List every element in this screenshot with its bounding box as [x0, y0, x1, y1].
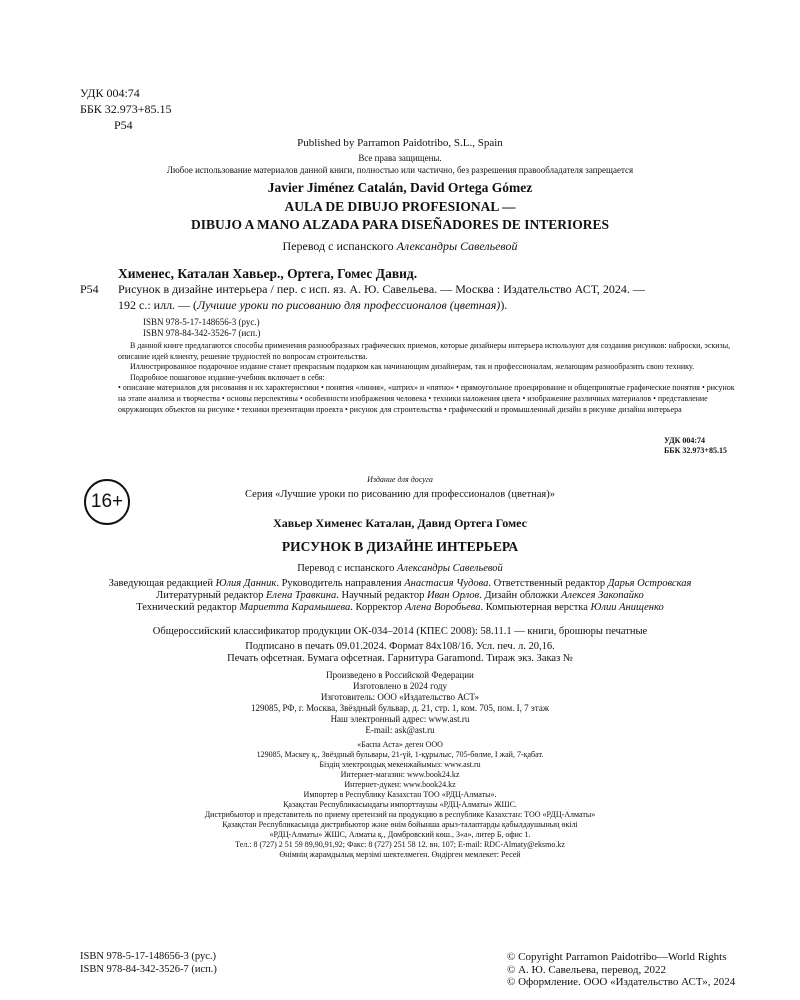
bbk-code: ББК 32.973+85.15 — [80, 102, 172, 116]
catalog-desc-2: 192 с.: илл. — (Лучшие уроки по рисованию для профессионалов (цветная)). — [118, 298, 508, 312]
ru-translation: Перевод с испанского Александры Савельевой — [297, 563, 503, 574]
footer-isbn-1: ISBN 978-5-17-148656-3 (рус.) — [80, 951, 217, 962]
kz-line-12: Өнімнің жарамдылық мерзімі шектелмеген. Өндірген мемлекет: Ресей — [279, 850, 521, 859]
print-signed: Подписано в печать 09.01.2024. Формат 84х108/16. Усл. печ. л. 20,16. — [245, 641, 555, 652]
catalog-isbn-2: ISBN 978-84-342-3526-7 (исп.) — [143, 328, 261, 338]
footer-isbn — [80, 951, 217, 976]
series-line: Серия «Лучшие уроки по рисованию для профессионалов (цветная)» — [245, 489, 555, 500]
staff-line-2: Литературный редактор Елена Травкина. Научный редактор Иван Орлов. Дизайн обложки Алексея Закопайко — [156, 590, 644, 601]
publisher-line: Published by Parramon Paidotribo, S.L., Spain — [297, 137, 503, 149]
kz-line-9: Қазақстан Республикасында дистрибьютор және өнім бойынша арыз-талаптарды қабылдаушының өкілі — [222, 820, 578, 829]
kz-line-8: Дистрибьютор и представитель по приему претензий на продукцию в республике Казахстан: ТОО «РДЦ-Алматы» — [204, 810, 596, 819]
copyright-2: © А. Ю. Савельева, перевод, 2022 — [507, 963, 666, 976]
annotation-bbk: ББК 32.973+85.15 — [664, 446, 727, 455]
okp-line: Общероссийский классификатор продукции ОК-034–2014 (КПЕС 2008): 58.11.1 — книги, брошюры печатные — [152, 626, 648, 637]
ru-title: РИСУНОК В ДИЗАЙНЕ ИНТЕРЬЕРА — [281, 539, 519, 554]
translation-line: Перевод с испанского Александры Савельевой — [282, 239, 518, 253]
production-maker: Изготовитель: ООО «Издательство АСТ» — [320, 692, 480, 702]
footer-isbn-2: ISBN 978-84-342-3526-7 (исп.) — [80, 963, 217, 975]
original-authors: Javier Jiménez Catalán, David Ortega Gómez — [267, 180, 533, 195]
catalog-mark: Р54 — [80, 282, 99, 296]
copyright-1: © Copyright Parramon Paidotribo—World Rights — [507, 951, 727, 963]
rights-line-1: Все права защищены. — [358, 153, 442, 163]
staff-line-1: Заведующая редакцией Юлия Данник. Руководитель направления Анастасия Чудова. Ответственный редактор Дарья Островская — [108, 578, 692, 589]
annotation-p1: В данной книге предлагаются способы применения разнообразных графических приемов, которые дизайнеры интерьера используют для создания рисунков: наброски, эскизы, описание идей клиенту, решение трудностей по вопросам строительства. — [118, 341, 731, 361]
annotation — [118, 341, 740, 415]
annotation-p3: Подробное пошаговое издание-учебник включает в себя: — [130, 372, 325, 382]
original-title-2: DIBUJO A MANO ALZADA PARA DISEÑADORES DE INTERIORES — [191, 217, 609, 232]
annotation-p2: Иллюстрированное подарочное издание станет прекрасным подарком как начинающим дизайнерам, так и профессионалам, желающим разнообразить свою технику. — [130, 362, 695, 372]
production-year: Изготовлено в 2024 году — [353, 681, 447, 691]
kz-line-3: Біздің электрондық мекенжайымыз: www.ast.ru — [319, 760, 481, 769]
author-mark: Р54 — [114, 118, 133, 132]
udk-code: УДК 004:74 — [80, 86, 140, 100]
catalog-heading: Хименес, Каталан Хавьер., Ортега, Гомес Давид. — [118, 266, 418, 281]
kz-line-5: Интернет-дүкен: www.book24.kz — [344, 780, 456, 789]
kz-line-11: Тел.: 8 (727) 2 51 59 89,90,91,92; Факс: 8 (727) 251 58 12. вн. 107; E-mail: RDC-Almaty@eksmo.kz — [235, 840, 565, 849]
footer-copyright — [507, 951, 735, 989]
kz-line-7: Қазақстан Республикасындағы импорттаушы «РДЦ-Алматы» ЖШС. — [283, 800, 517, 809]
kz-line-2: 129085, Мәскеу қ., Звёздный бульвары, 21-үй, 1-құрылыс, 705-бөлме, I жай, 7-қабат. — [256, 750, 544, 759]
annotation-udk: УДК 004:74 — [664, 436, 706, 445]
annotation-p4: • описание материалов для рисования и их характеристики • понятия «линия», «штрих» и «пятно» • прямоугольное проецирование и общепринятые графические понятия • рисунок на этапе анализа и творчества • основы перспективы • особенности изображения человека • техники наложения цвета • изображение различных материалов • представление окружающих объектов на рисунке • техники презентации проекта • рисунок для строительства • графический и промышленный дизайн в рисунке дизайна интерьера — [118, 383, 735, 414]
age-rating-badge: 16+ — [84, 479, 130, 525]
edition-type: Издание для досуга — [367, 475, 433, 484]
production-address: 129085, РФ, г. Москва, Звёздный бульвар, д. 21, стр. 1, ком. 705, пом. I, 7 этаж — [250, 703, 550, 713]
rights-line-2: Любое использование материалов данной книги, полностью или частично, без разрешения правообладателя запрещается — [166, 165, 634, 175]
print-offset: Печать офсетная. Бумага офсетная. Гарнитура Garamond. Тираж экз. Заказ № — [227, 653, 573, 664]
kz-line-4: Интернет-магазин: www.book24.kz — [340, 770, 460, 779]
catalog-isbn-1: ISBN 978-5-17-148656-3 (рус.) — [143, 317, 260, 327]
production-site: Наш электронный адрес: www.ast.ru — [330, 714, 470, 724]
ru-authors: Хавьер Хименес Каталан, Давид Ортега Гомес — [273, 516, 527, 530]
staff-line-3: Технический редактор Мариетта Карамышева. Корректор Алена Воробьева. Компьютерная верстка Юлии Анищенко — [136, 602, 664, 613]
kz-line-1: «Баспа Аста» деген ООО — [357, 740, 443, 749]
copyright-3: © Оформление. ООО «Издательство АСТ», 2024 — [507, 976, 736, 988]
production-country: Произведено в Российской Федерации — [326, 670, 474, 680]
production-email: E-mail: ask@ast.ru — [365, 725, 435, 735]
catalog-desc-1: Рисунок в дизайне интерьера / пер. с исп. яз. А. Ю. Савельева. — Москва : Издательство АСТ, 2024. — — [118, 282, 645, 296]
original-title-1: AULA DE DIBUJO PROFESIONAL — — [284, 199, 516, 214]
kz-line-6: Импортер в Республику Казахстан ТОО «РДЦ-Алматы». — [303, 790, 497, 799]
kz-line-10: «РДЦ-Алматы» ЖШС, Алматы қ., Домбровский көш., 3«а», литер Б, офис 1. — [269, 830, 531, 839]
